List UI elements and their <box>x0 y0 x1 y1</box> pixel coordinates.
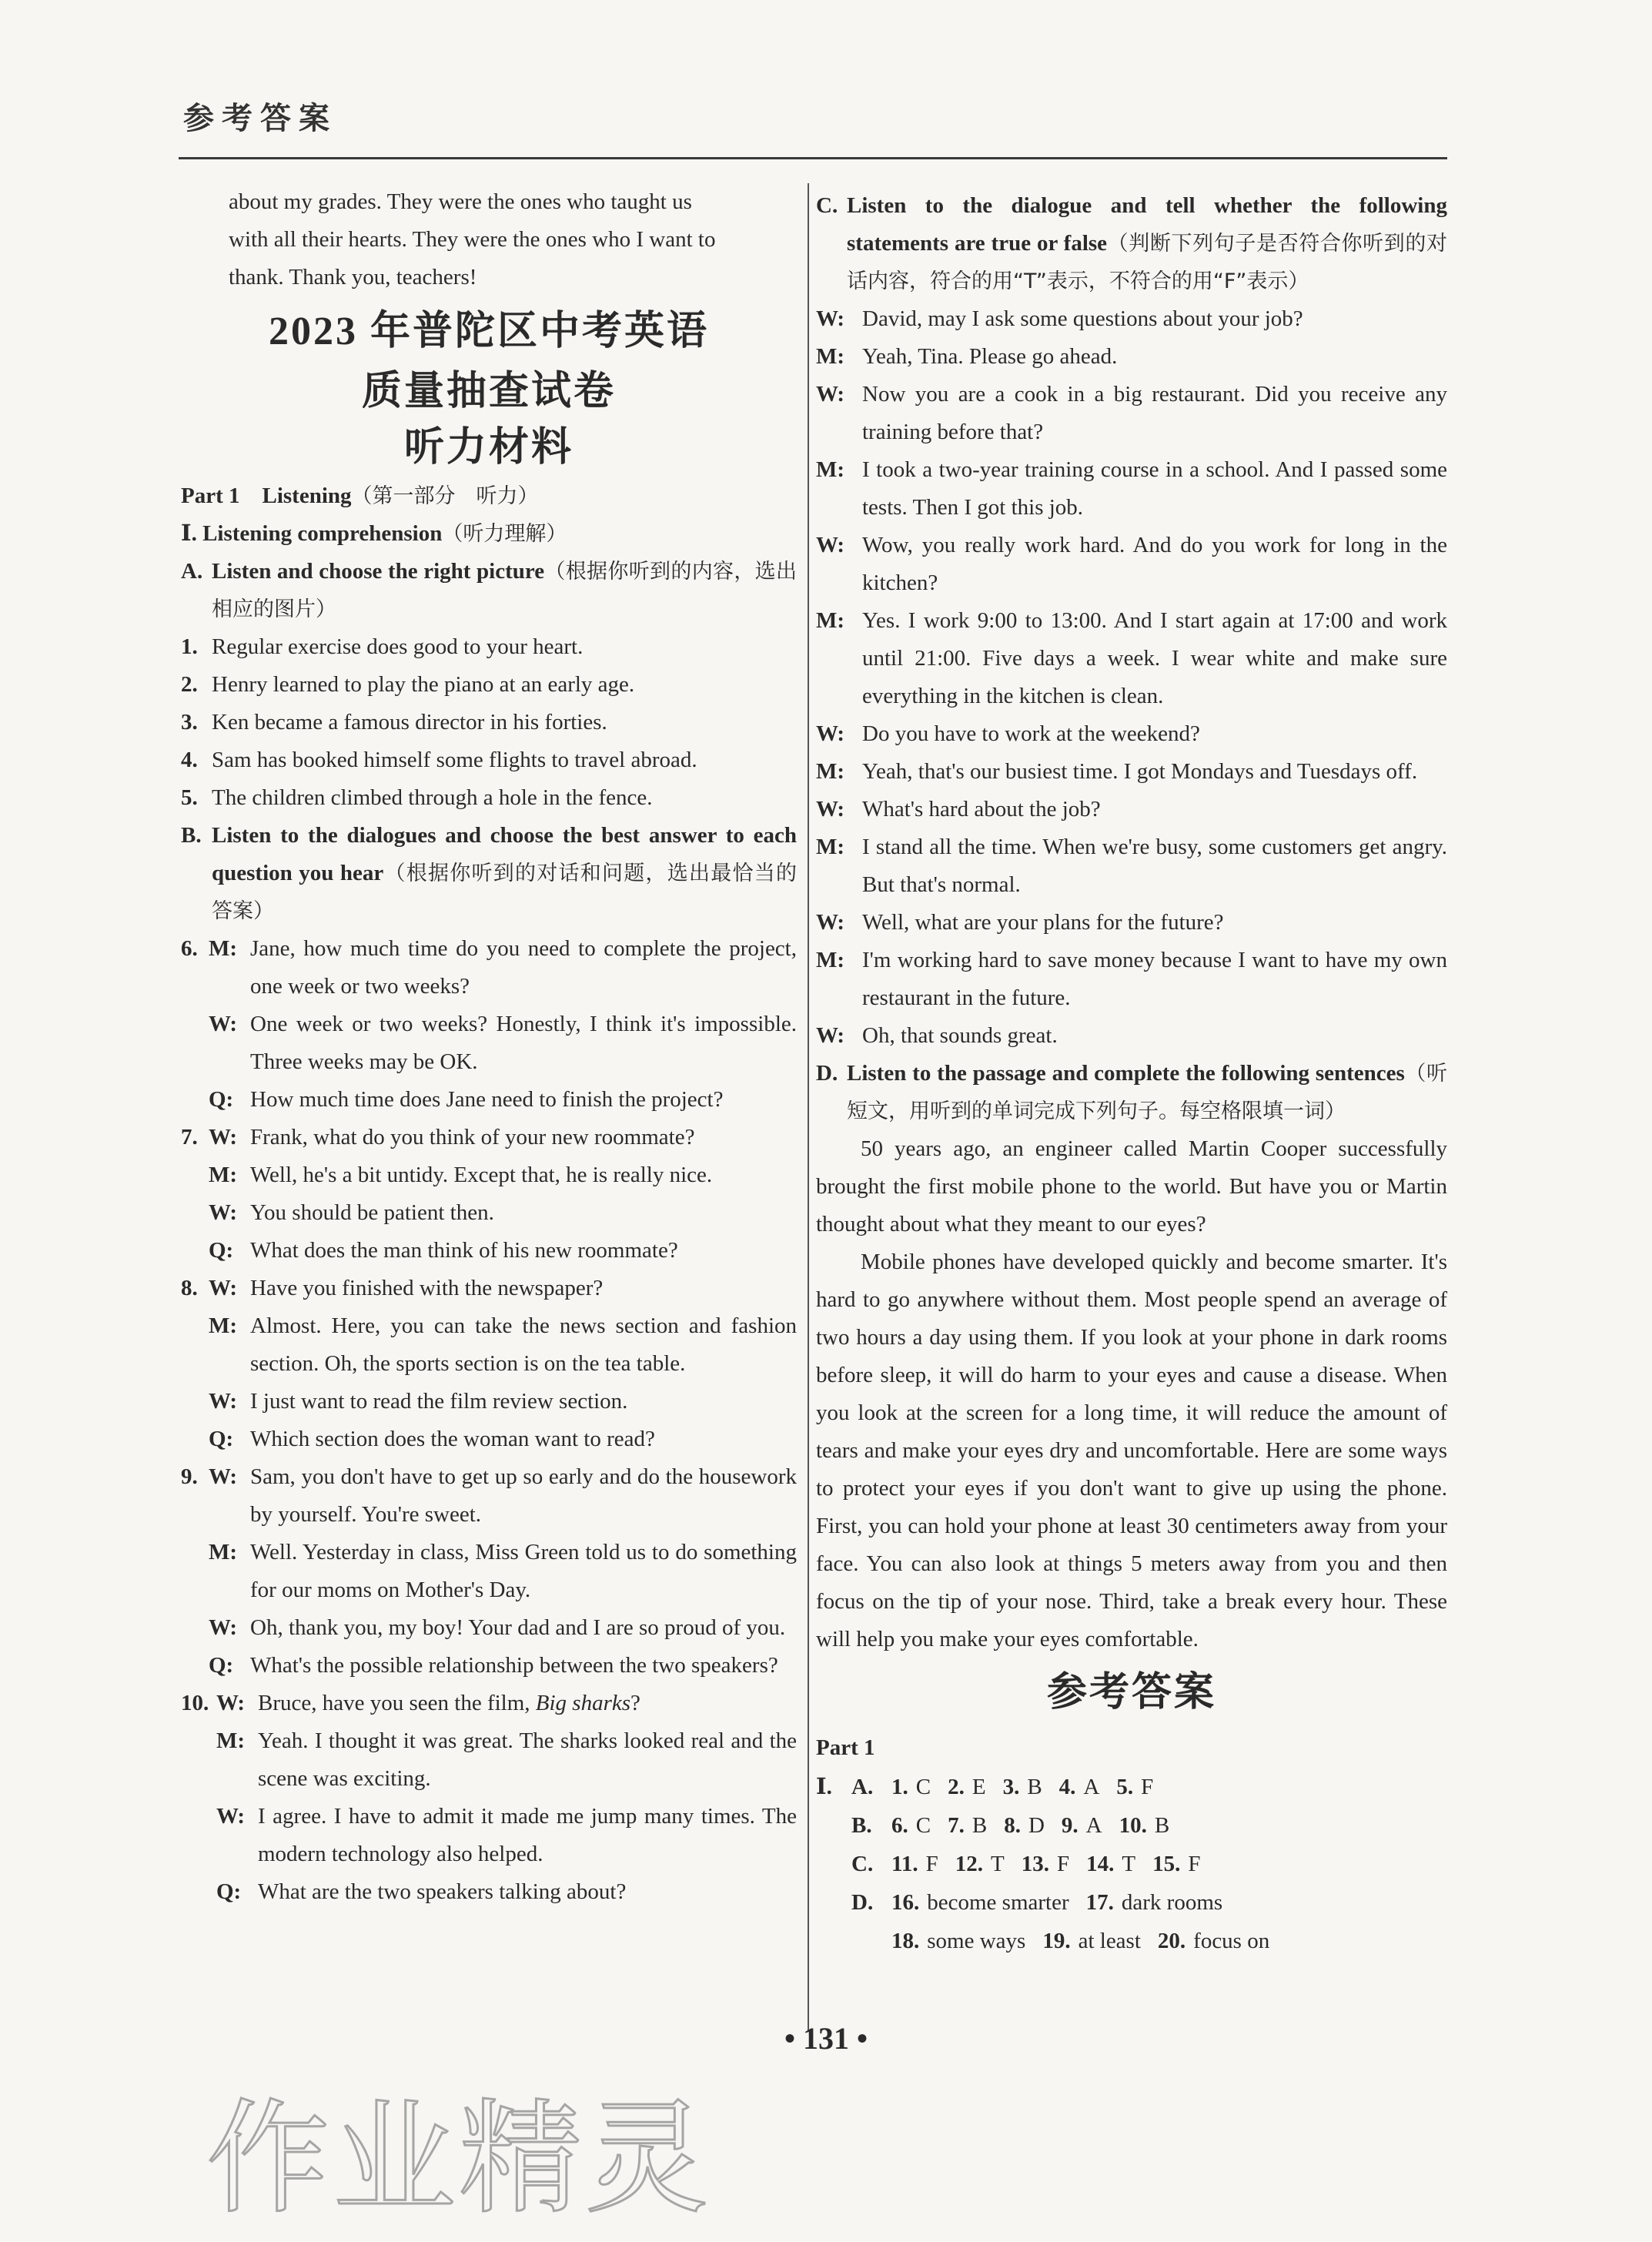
speaker-label: M: <box>209 936 238 961</box>
section-a-en: Listen and choose the right picture <box>212 559 545 584</box>
question-number: 9. <box>181 1464 198 1489</box>
answer-item <box>955 1845 1005 1883</box>
speaker-label: M: <box>209 1313 238 1338</box>
answer-row <box>816 1845 1447 1883</box>
speaker-label: W: <box>816 910 845 935</box>
dialogue-text: Yes. I work 9:00 to 13:00. And I start again at 17:00 and work until 21:00. Five days a week. I wear white and make sure everything in the kitchen is clean. <box>862 608 1447 708</box>
speaker-label: W: <box>209 1200 238 1225</box>
answer-number: 14. <box>1086 1852 1115 1876</box>
dialogue-line <box>181 1119 797 1156</box>
answer-value: at least <box>1078 1929 1141 1953</box>
answer-section-letter: A. <box>851 1775 874 1799</box>
speaker-label: W: <box>816 797 845 822</box>
answer-item <box>1116 1768 1153 1806</box>
exam-subtitle: 质量抽查试卷 <box>361 370 616 413</box>
question-number: 6. <box>181 936 198 961</box>
dialogue-line <box>181 1006 797 1081</box>
question-number: 10. <box>181 1691 209 1715</box>
dialogue-line <box>816 338 1447 376</box>
dialogue-line <box>816 300 1447 338</box>
dialogue-text: Do you have to work at the weekend? <box>862 721 1200 746</box>
dialogue-text: Oh, thank you, my boy! Your dad and I are so proud of you. <box>250 1615 786 1640</box>
answer-value: B <box>1027 1775 1042 1799</box>
answer-row <box>816 1883 1447 1922</box>
answer-item <box>891 1845 938 1883</box>
part-heading-en: Part 1 Listening <box>181 484 352 508</box>
speaker-label: M: <box>216 1728 246 1753</box>
film-title: Big sharks <box>535 1691 631 1715</box>
list-item <box>181 779 797 817</box>
answer-number: 6. <box>891 1813 908 1838</box>
answer-row <box>816 1922 1447 1960</box>
dialogue-list <box>181 1722 797 1911</box>
answer-number: 9. <box>1061 1813 1078 1838</box>
answer-item <box>1086 1883 1223 1922</box>
question-number: 7. <box>181 1125 198 1149</box>
dialogue-text: One week or two weeks? Honestly, I think it's impossible. Three weeks may be OK. <box>250 1012 797 1074</box>
speaker-label: W: <box>209 1125 238 1149</box>
dialogue-line <box>181 1081 797 1119</box>
answer-title: 参考答案 <box>1046 1671 1216 1715</box>
answer-value: F <box>1188 1852 1201 1876</box>
answer-section-letter: D. <box>851 1890 874 1915</box>
question-number: 4. <box>181 748 198 772</box>
answer-row <box>816 1806 1447 1845</box>
answer-item <box>1062 1806 1102 1845</box>
speaker-label: W: <box>816 1023 845 1048</box>
dialogue-text: Well. Yesterday in class, Miss Green told us to do something for our moms on Mother's Day. <box>250 1540 797 1602</box>
comprehension-heading <box>181 515 797 553</box>
list-item <box>181 704 797 741</box>
answer-item <box>1059 1768 1100 1806</box>
question-number: 1. <box>181 634 198 659</box>
answer-group-label: Ⅰ. <box>816 1775 832 1799</box>
dialogue-text: David, may I ask some questions about your job? <box>862 306 1303 331</box>
section-a-cn: （根据你听到的内容，选出相应的图片） <box>212 560 797 621</box>
answer-value: some ways <box>927 1929 1026 1953</box>
page-number: • 131 • <box>784 2021 868 2056</box>
answer-value: T <box>1122 1852 1136 1876</box>
section-d-heading <box>816 1055 1447 1130</box>
answer-value: B <box>971 1813 988 1838</box>
intro-line: thank. Thank you, teachers! <box>229 265 477 289</box>
speaker-label: W: <box>209 1615 238 1640</box>
answer-value: E <box>971 1775 986 1799</box>
dialogue-line <box>816 904 1447 942</box>
section-label: A. <box>181 559 203 584</box>
answer-grid <box>816 1768 1447 1960</box>
list-item <box>181 666 797 704</box>
part-heading-cn: （第一部分 听力） <box>351 484 539 508</box>
answer-number: 19. <box>1042 1929 1071 1953</box>
watermark-logo: 作业精灵 <box>206 2086 712 2230</box>
answer-number: 17. <box>1085 1890 1114 1915</box>
section-c-cn: （判断下列句子是否符合你听到的对话内容，符合的用“T”表示，不符合的用“F”表示） <box>847 232 1447 293</box>
dialogue-text: Which section does the woman want to read? <box>250 1427 655 1451</box>
dialogue-line <box>816 376 1447 451</box>
answer-value: focus on <box>1193 1929 1270 1953</box>
section-a-heading <box>181 553 797 628</box>
answer-row <box>816 1768 1447 1806</box>
dialogue-line <box>816 791 1447 828</box>
answer-value: become smarter <box>927 1890 1069 1915</box>
dialogue-text: Well, he's a bit untidy. Except that, he is really nice. <box>250 1163 713 1187</box>
dialogue-text: What does the man think of his new roommate? <box>250 1238 678 1263</box>
answer-item <box>1158 1922 1269 1960</box>
dialogue-line <box>181 1156 797 1194</box>
speaker-label: W: <box>816 306 845 331</box>
dialogue-text: Yeah, that's our busiest time. I got Mondays and Tuesdays off. <box>862 759 1418 784</box>
answer-item <box>1086 1845 1135 1883</box>
dialogue-text: Sam, you don't have to get up so early and do the housework by yourself. You're sweet. <box>250 1464 797 1527</box>
section-c-en: Listen to the dialogue and tell whether the following statements are true or false <box>847 193 1447 256</box>
dialogue-line <box>181 930 797 1006</box>
answer-number: 16. <box>891 1890 920 1915</box>
speaker-label: W: <box>209 1012 238 1036</box>
speaker-label: M: <box>209 1540 238 1564</box>
dialogue-text: ? <box>630 1691 640 1715</box>
dialogue-line <box>816 715 1447 753</box>
speaker-label: W: <box>209 1389 238 1414</box>
section-b-heading <box>181 817 797 930</box>
speaker-label: W: <box>216 1804 246 1829</box>
answer-value: dark rooms <box>1121 1890 1223 1915</box>
dialogue-text: What's hard about the job? <box>862 797 1101 822</box>
part-heading <box>181 477 797 515</box>
answer-item <box>1152 1845 1200 1883</box>
section-d-en: Listen to the passage and complete the following sentences <box>847 1061 1405 1086</box>
right-column <box>816 187 1447 1960</box>
answer-number: 20. <box>1157 1929 1186 1953</box>
dialogue-text: Jane, how much time do you need to complete the project, one week or two weeks? <box>250 936 797 999</box>
section-title: 听力材料 <box>403 426 574 470</box>
dialogue-line <box>816 527 1447 602</box>
dialogue-line <box>181 1873 797 1911</box>
item-text: Regular exercise does good to your heart. <box>212 634 584 659</box>
speaker-label: M: <box>816 608 845 633</box>
page-header-title: 参考答案 <box>183 101 337 136</box>
intro-line: with all their hearts. They were the ones who I want to <box>229 227 716 252</box>
dialogue-line <box>181 1458 797 1534</box>
answer-number: 7. <box>948 1813 965 1838</box>
answer-value: T <box>991 1852 1005 1876</box>
speaker-label: Q: <box>216 1879 242 1904</box>
answer-item <box>1119 1806 1170 1845</box>
answer-section-letter: B. <box>851 1813 872 1838</box>
answer-value: B <box>1154 1813 1170 1838</box>
dialogue-line <box>181 1270 797 1307</box>
dialogue-text: Wow, you really work hard. And do you work for long in the kitchen? <box>862 533 1447 595</box>
dialogue-text: How much time does Jane need to finish the project? <box>250 1087 724 1112</box>
dialogue-line <box>816 1017 1447 1055</box>
answer-number: 5. <box>1116 1775 1134 1799</box>
answer-item <box>891 1922 1025 1960</box>
section-d-cn: （听短文，用听到的单词完成下列句子。每空格限填一词） <box>847 1062 1447 1123</box>
speaker-label: M: <box>816 759 845 784</box>
left-column <box>181 183 797 1911</box>
dialogue-line <box>816 942 1447 1017</box>
dialogue-text: I stand all the time. When we're busy, some customers get angry. But that's normal. <box>862 835 1447 897</box>
intro-line: about my grades. They were the ones who taught us <box>229 189 692 214</box>
question-number: 3. <box>181 710 198 735</box>
speaker-label: M: <box>209 1163 238 1187</box>
answer-value: D <box>1028 1813 1045 1838</box>
section-b-en: Listen to the dialogues and choose the best answer to each question you hear <box>212 823 797 885</box>
answer-value: F <box>1057 1852 1070 1876</box>
passage-paragraph: Mobile phones have developed quickly and become smarter. It's hard to go anywhere without them. Most people spend an average of two hours a day using them. If you look at your phone in dark rooms before sleep, it will do harm to your eyes and cause a disease. When you look at the screen for a long time, it will reduce the amount of tears and make your eyes dry and uncomfortable. Here are some ways to protect your eyes if you don't want to give up using the phone. First, you can hold your phone at least 30 centimeters away from your face. You can also look at things 5 meters away from you and then focus on the tip of your nose. Third, take a break every hour. These will help you make your eyes comfortable. <box>816 1250 1447 1651</box>
speaker-label: Q: <box>209 1653 234 1678</box>
dialogue-text: You should be patient then. <box>250 1200 494 1225</box>
speaker-label: M: <box>816 948 845 972</box>
answer-item <box>948 1768 985 1806</box>
answer-item <box>891 1768 931 1806</box>
answer-value: A <box>1085 1813 1102 1838</box>
section-a-list <box>181 628 797 817</box>
dialogue-text: I took a two-year training course in a school. And I passed some tests. Then I got this job. <box>862 457 1447 520</box>
answer-item <box>1003 1768 1042 1806</box>
question-number: 5. <box>181 785 198 810</box>
dialogue-text: Yeah. I thought it was great. The sharks looked real and the scene was exciting. <box>258 1728 797 1791</box>
passage-paragraph: 50 years ago, an engineer called Martin Cooper successfully brought the first mobile phone to the world. But have you or Martin thought about what they meant to our eyes? <box>816 1136 1447 1236</box>
speaker-label: Q: <box>209 1087 234 1112</box>
dialogue-text: Oh, that sounds great. <box>862 1023 1058 1048</box>
exam-title: 2023 年普陀区中考英语 <box>268 310 709 353</box>
dialogue-line <box>816 451 1447 527</box>
answer-number: 1. <box>891 1775 908 1799</box>
question-number: 8. <box>181 1276 198 1300</box>
answer-number: 10. <box>1119 1813 1147 1838</box>
dialogue-line <box>816 828 1447 904</box>
answer-number: 4. <box>1058 1775 1076 1799</box>
list-item <box>181 741 797 779</box>
comprehension-heading-cn: （听力理解） <box>442 522 567 546</box>
answer-value: A <box>1083 1775 1100 1799</box>
dialogue-text: Yeah, Tina. Please go ahead. <box>862 344 1118 369</box>
dialogue-line <box>181 1232 797 1270</box>
speaker-label: M: <box>816 457 845 482</box>
dialogue-text: Now you are a cook in a big restaurant. Did you receive any training before that? <box>862 382 1447 444</box>
section-label: D. <box>816 1061 838 1086</box>
item-text: Sam has booked himself some flights to travel abroad. <box>212 748 697 772</box>
dialogue-text: Frank, what do you think of your new roommate? <box>250 1125 695 1149</box>
speaker-label: W: <box>816 382 845 407</box>
answer-number: 18. <box>891 1929 920 1953</box>
speaker-label: W: <box>816 533 845 557</box>
speaker-label: W: <box>816 721 845 746</box>
dialogue-text: Well, what are your plans for the future? <box>862 910 1224 935</box>
section-label: C. <box>816 193 838 218</box>
speaker-label: Q: <box>209 1238 234 1263</box>
speaker-label: W: <box>209 1464 238 1489</box>
answer-number: 15. <box>1152 1852 1181 1876</box>
answer-item <box>1022 1845 1069 1883</box>
section-label: B. <box>181 823 202 848</box>
answer-part: Part 1 <box>816 1735 875 1760</box>
answer-number: 11. <box>891 1852 918 1876</box>
dialogue-line <box>181 1647 797 1685</box>
section-b-cn: （根据你听到的对话和问题，选出最恰当的答案） <box>212 862 798 923</box>
comprehension-heading-en: Ⅰ. Listening comprehension <box>181 521 443 546</box>
dialogue-text: I agree. I have to admit it made me jump many times. The modern technology also helped. <box>258 1804 797 1866</box>
dialogue-line <box>181 1798 797 1873</box>
answer-number: 12. <box>955 1852 984 1876</box>
dialogue-line <box>181 1609 797 1647</box>
header-rule <box>179 157 1447 159</box>
dialogue-line <box>181 1722 797 1798</box>
dialogue-line <box>816 753 1447 791</box>
dialogue-line <box>181 1307 797 1383</box>
question-number: 2. <box>181 672 198 697</box>
answer-item <box>891 1883 1069 1922</box>
answer-value: C <box>915 1813 931 1838</box>
dialogue-text: Bruce, have you seen the film, <box>258 1691 536 1715</box>
dialogue-text: What's the possible relationship between the two speakers? <box>250 1653 778 1678</box>
column-divider <box>808 183 809 2031</box>
answer-item <box>948 1806 987 1845</box>
dialogue-text: Almost. Here, you can take the news section and fashion section. Oh, the sports section is on the tea table. <box>250 1313 797 1376</box>
answer-number: 8. <box>1004 1813 1021 1838</box>
dialogue-text: I'm working hard to save money because I want to have my own restaurant in the future. <box>862 948 1447 1010</box>
answer-item <box>1042 1922 1141 1960</box>
speaker-label: M: <box>816 344 845 369</box>
answer-number: 2. <box>948 1775 965 1799</box>
speaker-label: W: <box>216 1691 246 1715</box>
answer-item <box>1004 1806 1045 1845</box>
speaker-label: M: <box>816 835 845 859</box>
answer-value: F <box>925 1852 938 1876</box>
dialogue-line <box>181 1420 797 1458</box>
answer-value: F <box>1141 1775 1154 1799</box>
answer-value: C <box>915 1775 931 1799</box>
item-text: The children climbed through a hole in the fence. <box>212 785 653 810</box>
answer-section-letter: C. <box>851 1852 874 1876</box>
answer-item <box>891 1806 931 1845</box>
dialogue-text: What are the two speakers talking about? <box>258 1879 627 1904</box>
section-c-dialogue <box>816 300 1447 1055</box>
dialogue-line <box>816 602 1447 715</box>
speaker-label: W: <box>209 1276 238 1300</box>
answer-number: 13. <box>1021 1852 1050 1876</box>
dialogue-text: I just want to read the film review section. <box>250 1389 628 1414</box>
item-text: Ken became a famous director in his forties. <box>212 710 607 735</box>
dialogue-text: Have you finished with the newspaper? <box>250 1276 604 1300</box>
dialogue-line <box>181 1194 797 1232</box>
dialogue-line <box>181 1534 797 1609</box>
item-text: Henry learned to play the piano at an early age. <box>212 672 635 697</box>
answer-number: 3. <box>1002 1775 1020 1799</box>
list-item <box>181 628 797 666</box>
dialogue-list <box>181 930 797 1685</box>
section-c-heading <box>816 187 1447 300</box>
dialogue-line <box>181 1383 797 1420</box>
speaker-label: Q: <box>209 1427 234 1451</box>
dialogue-line <box>181 1685 797 1722</box>
